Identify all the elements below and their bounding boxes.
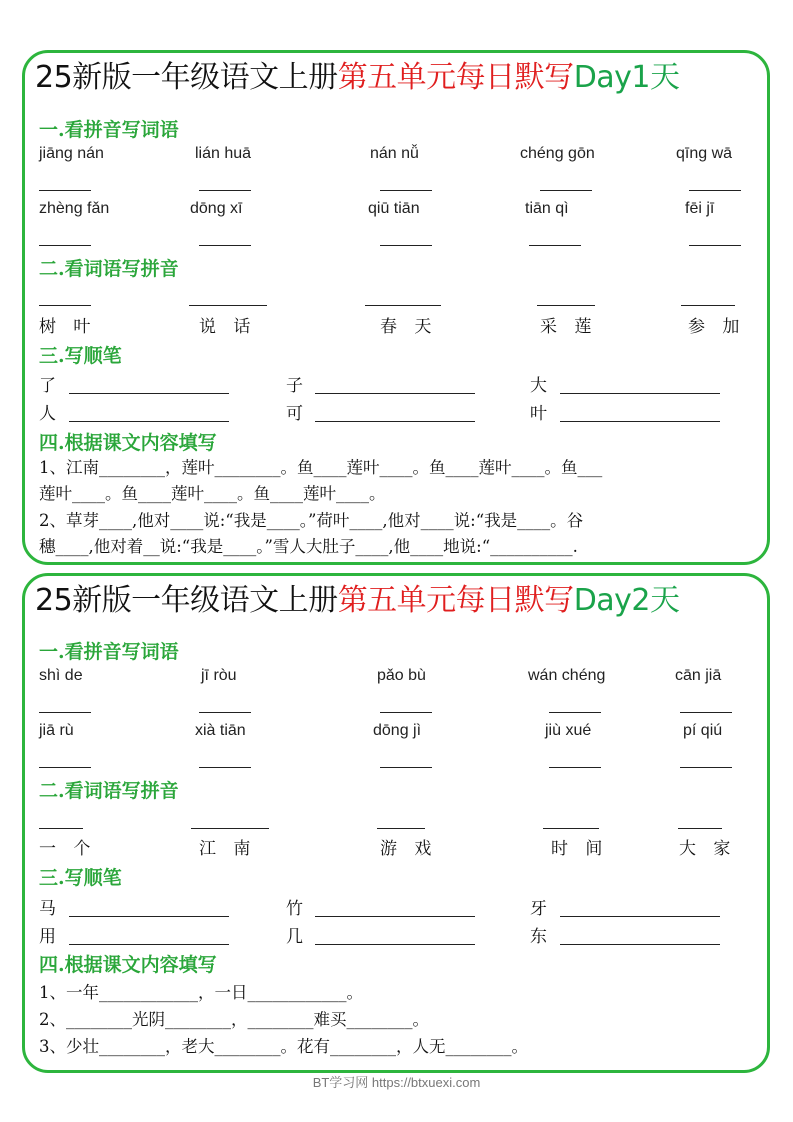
pinyin: dōng jì <box>373 722 422 739</box>
answer-blank[interactable] <box>315 393 475 394</box>
vocab-word: 江 南 <box>199 839 257 859</box>
day2-sec4-heading: 四.根据课文内容填写 <box>39 954 217 976</box>
day1-title: 25新版一年级语文上册第五单元每日默写Day1天 <box>35 60 680 95</box>
day2-sec2-heading: 二.看词语写拼音 <box>39 780 179 802</box>
stroke-char: 大 <box>530 376 547 396</box>
stroke-char: 竹 <box>286 899 303 919</box>
stroke-char: 东 <box>530 927 547 947</box>
vocab-word: 一 个 <box>39 839 97 859</box>
fill-in-line: 1、一年____________，一日____________。 <box>39 983 363 1002</box>
stroke-char: 马 <box>39 899 56 919</box>
answer-blank[interactable] <box>680 767 732 768</box>
answer-blank[interactable] <box>560 421 720 422</box>
stroke-char: 人 <box>39 404 56 424</box>
fill-in-line: 2、________光阴________，________难买________。 <box>39 1010 429 1029</box>
day1-sec1-heading: 一.看拼音写词语 <box>39 119 179 141</box>
vocab-word: 采 莲 <box>540 317 598 337</box>
answer-blank[interactable] <box>69 393 229 394</box>
pinyin: zhèng fǎn <box>39 200 110 217</box>
day1-sec3-heading: 三.写顺笔 <box>39 345 122 367</box>
answer-blank[interactable] <box>315 421 475 422</box>
fill-in-line: 穗____,他对着__说:“我是____。”雪人大肚子____,他____地说:“__________. <box>39 537 578 556</box>
answer-blank[interactable] <box>199 767 251 768</box>
answer-blank[interactable] <box>365 305 441 306</box>
fill-in-line: 1、江南________，莲叶________。鱼____莲叶____。鱼____莲叶____。鱼___ <box>39 458 603 477</box>
answer-blank[interactable] <box>681 305 735 306</box>
answer-blank[interactable] <box>377 828 425 829</box>
answer-blank[interactable] <box>199 712 251 713</box>
pinyin: fēi jī <box>685 200 715 217</box>
answer-blank[interactable] <box>39 245 91 246</box>
pinyin: xià tiān <box>195 722 246 739</box>
footer-source: BT学习网 https://btxuexi.com <box>312 1075 481 1090</box>
pinyin: jiā rù <box>39 722 74 739</box>
day2-title: 25新版一年级语文上册第五单元每日默写Day2天 <box>35 583 680 618</box>
answer-blank[interactable] <box>678 828 722 829</box>
day2-sec1-heading: 一.看拼音写词语 <box>39 641 179 663</box>
day2-sec3-heading: 三.写顺笔 <box>39 867 122 889</box>
vocab-word: 说 话 <box>199 317 257 337</box>
stroke-char: 几 <box>286 927 303 947</box>
day1-sec4-heading: 四.根据课文内容填写 <box>39 432 217 454</box>
pinyin: tiān qì <box>525 200 569 217</box>
answer-blank[interactable] <box>315 944 475 945</box>
answer-blank[interactable] <box>543 828 599 829</box>
vocab-word: 树 叶 <box>39 317 97 337</box>
answer-blank[interactable] <box>315 916 475 917</box>
answer-blank[interactable] <box>189 305 267 306</box>
pinyin: pǎo bù <box>377 667 426 684</box>
answer-blank[interactable] <box>199 190 251 191</box>
answer-blank[interactable] <box>380 712 432 713</box>
pinyin: dōng xī <box>190 200 243 217</box>
pinyin: pí qiú <box>683 722 723 739</box>
stroke-char: 叶 <box>530 404 547 424</box>
fill-in-line: 3、少壮________，老大________。花有________，人无________。 <box>39 1037 528 1056</box>
answer-blank[interactable] <box>549 712 601 713</box>
pinyin: lián huā <box>195 145 252 162</box>
answer-blank[interactable] <box>380 190 432 191</box>
answer-blank[interactable] <box>39 190 91 191</box>
pinyin: nán nǚ <box>370 145 419 162</box>
answer-blank[interactable] <box>549 767 601 768</box>
pinyin: chéng gōn <box>520 145 595 162</box>
answer-blank[interactable] <box>39 828 83 829</box>
stroke-char: 用 <box>39 927 56 947</box>
answer-blank[interactable] <box>537 305 595 306</box>
day1-card <box>22 50 770 565</box>
pinyin: jiāng nán <box>39 145 104 162</box>
stroke-char: 牙 <box>530 899 547 919</box>
answer-blank[interactable] <box>560 393 720 394</box>
pinyin: cān jiā <box>675 667 722 684</box>
fill-in-line: 2、草芽____,他对____说:“我是____。”荷叶____,他对____说:“我是____。谷 <box>39 511 584 530</box>
vocab-word: 游 戏 <box>380 839 438 859</box>
answer-blank[interactable] <box>39 767 91 768</box>
pinyin: shì de <box>39 667 83 684</box>
answer-blank[interactable] <box>69 944 229 945</box>
answer-blank[interactable] <box>529 245 581 246</box>
fill-in-line: 莲叶____。鱼____莲叶____。鱼____莲叶____。 <box>39 484 386 503</box>
pinyin: qīng wā <box>676 145 733 162</box>
answer-blank[interactable] <box>680 712 732 713</box>
vocab-word: 时 间 <box>551 839 609 859</box>
answer-blank[interactable] <box>39 305 91 306</box>
stroke-char: 可 <box>286 404 303 424</box>
answer-blank[interactable] <box>39 712 91 713</box>
answer-blank[interactable] <box>380 245 432 246</box>
answer-blank[interactable] <box>69 421 229 422</box>
day2-card <box>22 573 770 1073</box>
vocab-word: 春 天 <box>380 317 438 337</box>
answer-blank[interactable] <box>689 190 741 191</box>
answer-blank[interactable] <box>560 944 720 945</box>
answer-blank[interactable] <box>191 828 269 829</box>
pinyin: jiù xué <box>545 722 592 739</box>
vocab-word: 大 家 <box>679 839 737 859</box>
stroke-char: 子 <box>286 376 303 396</box>
answer-blank[interactable] <box>380 767 432 768</box>
answer-blank[interactable] <box>69 916 229 917</box>
stroke-char: 了 <box>39 376 56 396</box>
answer-blank[interactable] <box>689 245 741 246</box>
pinyin: wán chéng <box>528 667 606 684</box>
pinyin: qiū tiān <box>368 200 420 217</box>
answer-blank[interactable] <box>560 916 720 917</box>
day1-sec2-heading: 二.看词语写拼音 <box>39 258 179 280</box>
pinyin: jī ròu <box>201 667 237 684</box>
answer-blank[interactable] <box>199 245 251 246</box>
vocab-word: 参 加 <box>688 317 746 337</box>
answer-blank[interactable] <box>540 190 592 191</box>
